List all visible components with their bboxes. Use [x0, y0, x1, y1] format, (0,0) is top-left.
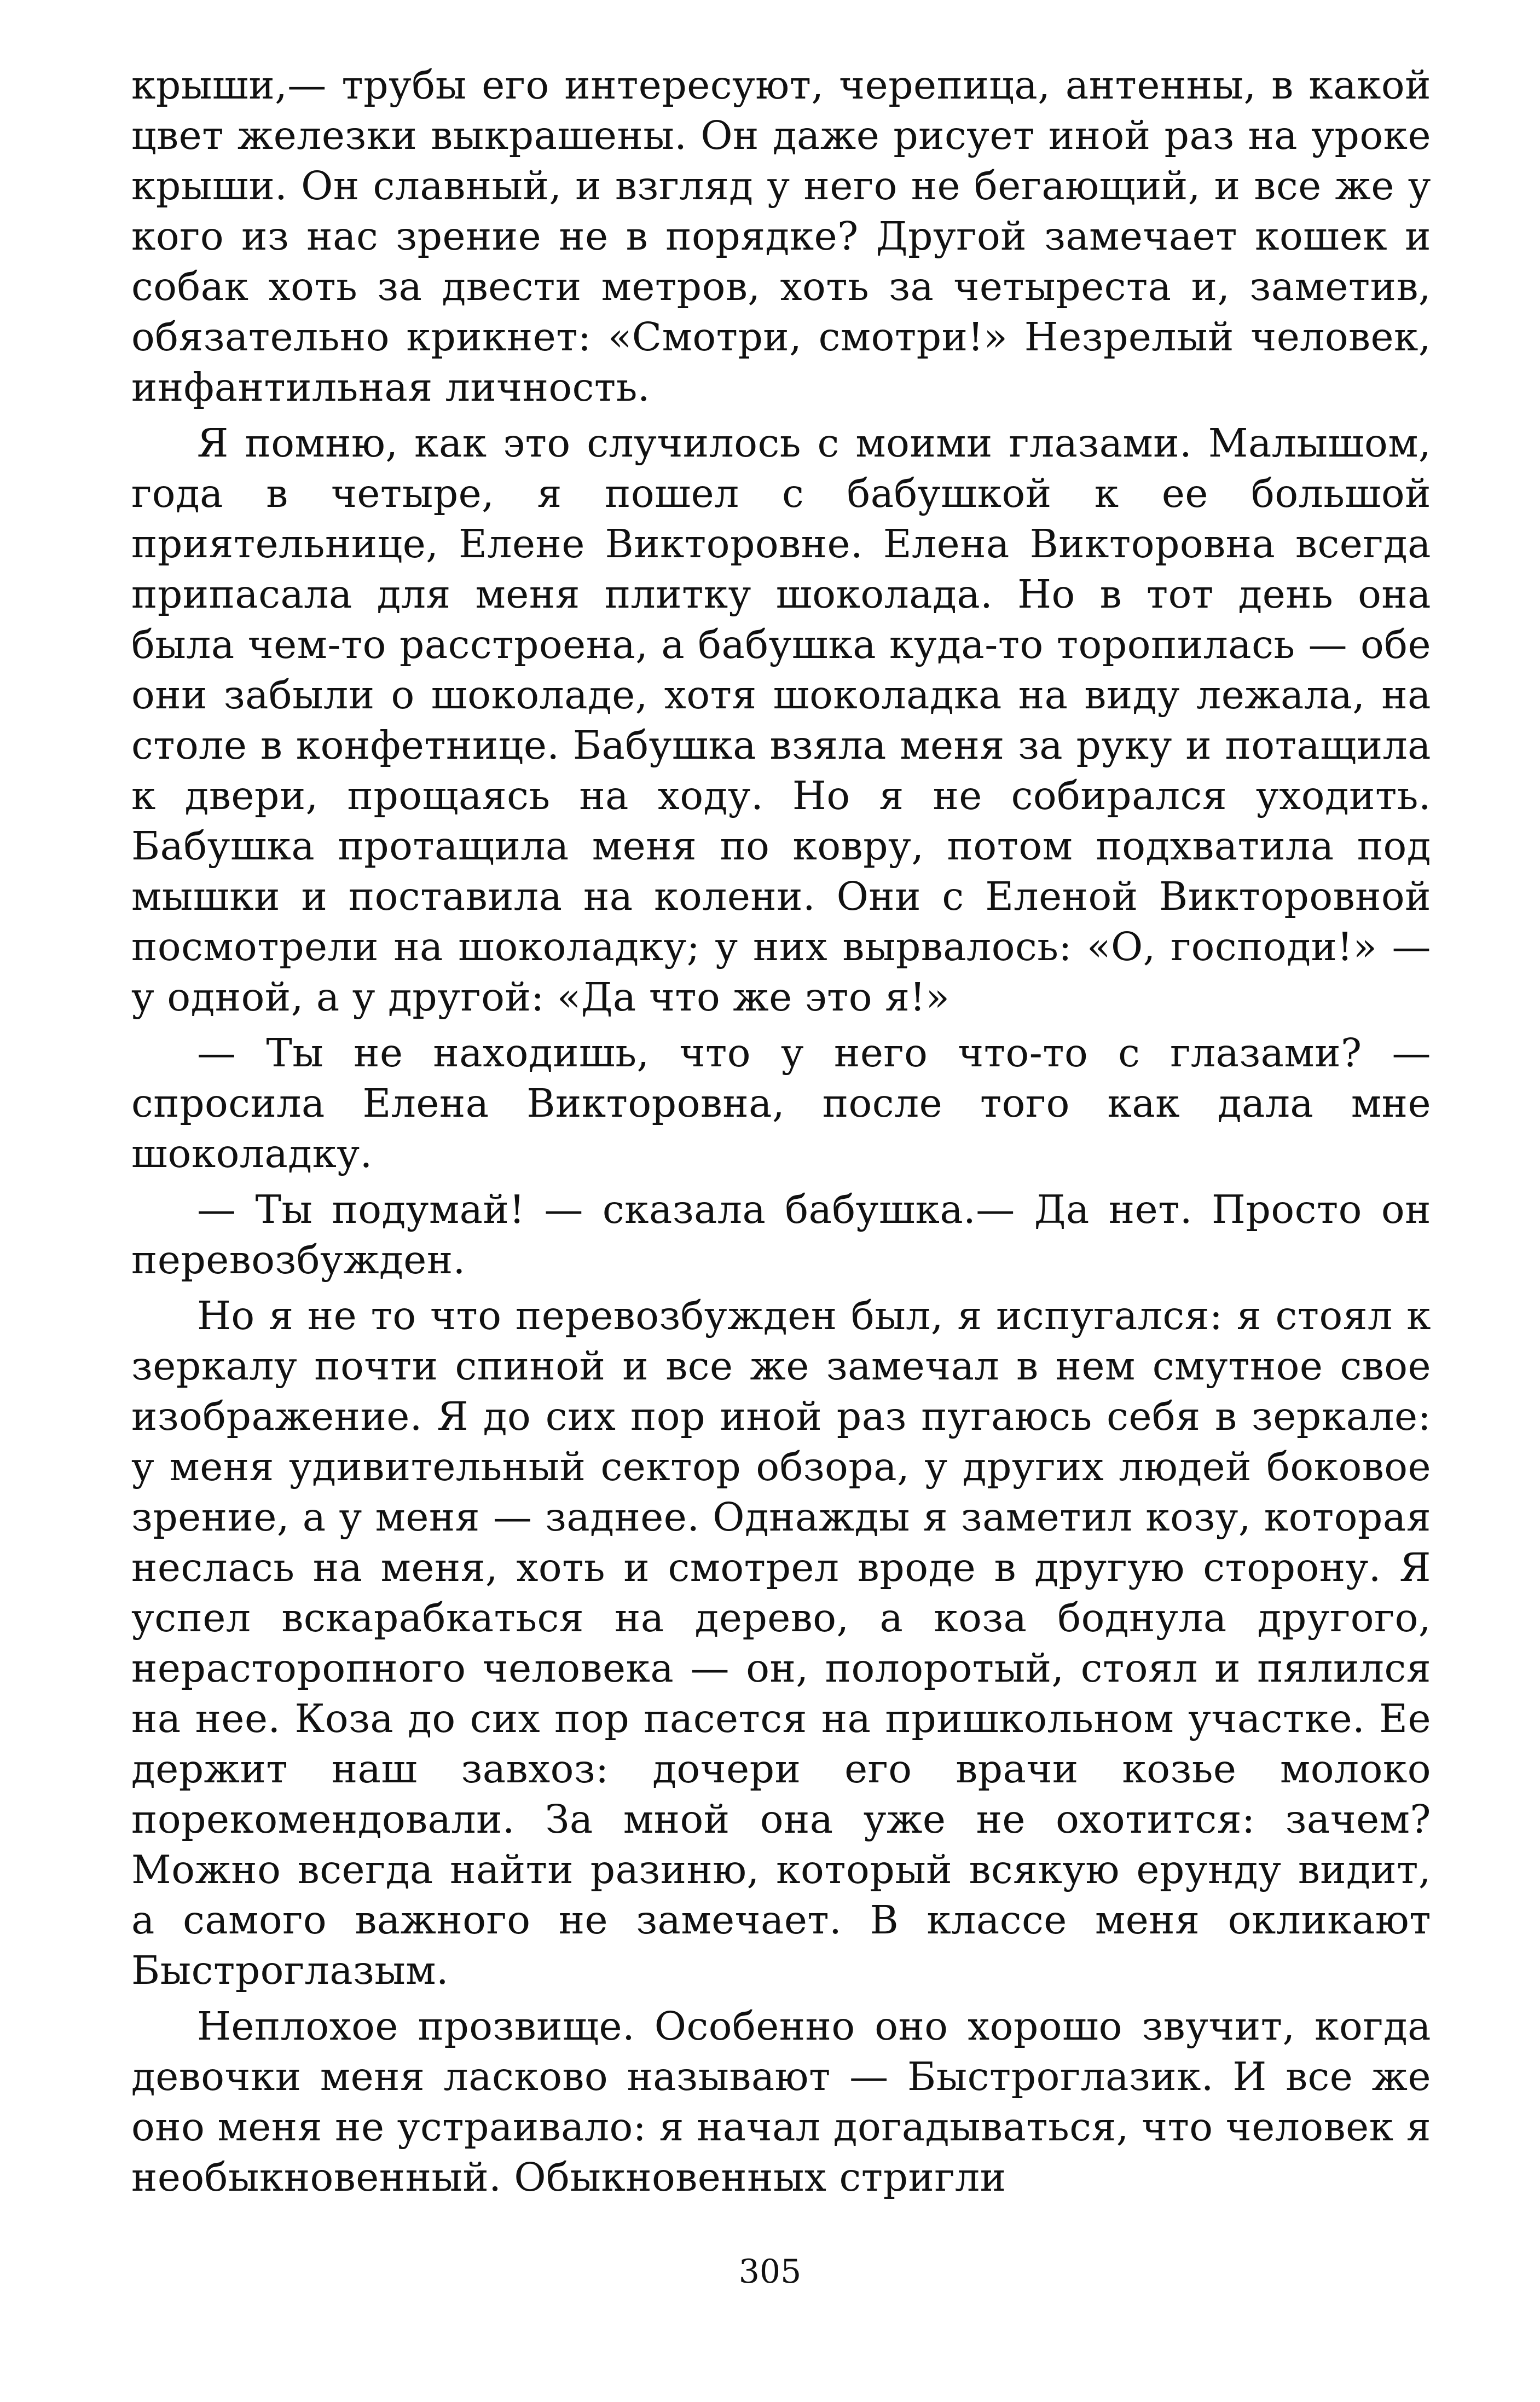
paragraph-2: Я помню, как это случилось с моими глазами. Малышом, года в четыре, я пошел с бабушкой к ее большой приятельнице, Елене Викторовне. Елена Викторовна всегда припасала для меня плитку шоколада. Но в тот день она была чем-то расстроена, а бабушка куда-то торопилась — обе они забыли о шоколаде, хотя шоколадка на виду лежала, на столе в конфетнице. Бабушка взяла меня за руку и потащила к двери, прощаясь на ходу. Но я не собирался уходить. Бабушка протащила меня по ковру, потом подхватила под мышки и поставила на колени. Они с Еленой Викторовной посмотрели на шоколадку; у них вырвалось: «О, господи!» — у одной, а у другой: «Да что же это я!» — [131, 420, 1431, 1020]
paragraph-6: Неплохое прозвище. Особенно оно хорошо звучит, когда девочки меня ласково называют — Быстроглазик. И все же оно меня не устраивало: я начал догадываться, что человек я необыкновенный. Обыкновенных стригли — [131, 2003, 1431, 2200]
paragraph-3: — Ты не находишь, что у него что-то с глазами? — спросила Елена Викторовна, после того как дала мне шоколадку. — [131, 1030, 1431, 1176]
paragraph-5: Но я не то что перевозбужден был, я испугался: я стоял к зеркалу почти спиной и все же замечал в нем смутное свое изображение. Я до сих пор иной раз пугаюсь себя в зеркале: у меня удивительный сектор обзора, у других людей боковое зрение, а у меня — заднее. Однажды я заметил козу, которая неслась на меня, хоть и смотрел вроде в другую сторону. Я успел вскарабкаться на дерево, а коза боднула другого, нерасторопного человека — он, полоротый, стоял и пялился на нее. Коза до сих пор пасется на пришкольном участке. Ее держит наш завхоз: дочери его врачи козье молоко порекомендовали. За мной она уже не охотится: зачем? Можно всегда найти разиню, который всякую ерунду видит, а самого важного не замечает. В классе меня окликают Быстроглазым. — [131, 1293, 1431, 1993]
page-number: 305 — [738, 2253, 802, 2291]
paragraph-4: — Ты подумай! — сказала бабушка.— Да нет. Просто он перевозбужден. — [131, 1187, 1431, 1283]
book-page — [131, 60, 1431, 2359]
paragraph-1: крыши,— трубы его интересуют, черепица, антенны, в какой цвет железки выкрашены. Он даже рисует иной раз на уроке крыши. Он славный, и взгляд у него не бегающий, и все же у кого из нас зрение не в порядке? Другой замечает кошек и собак хоть за двести метров, хоть за четыреста и, заметив, обязательно крикнет: «Смотри, смотри!» Незрелый человек, инфантильная личность. — [131, 62, 1431, 410]
